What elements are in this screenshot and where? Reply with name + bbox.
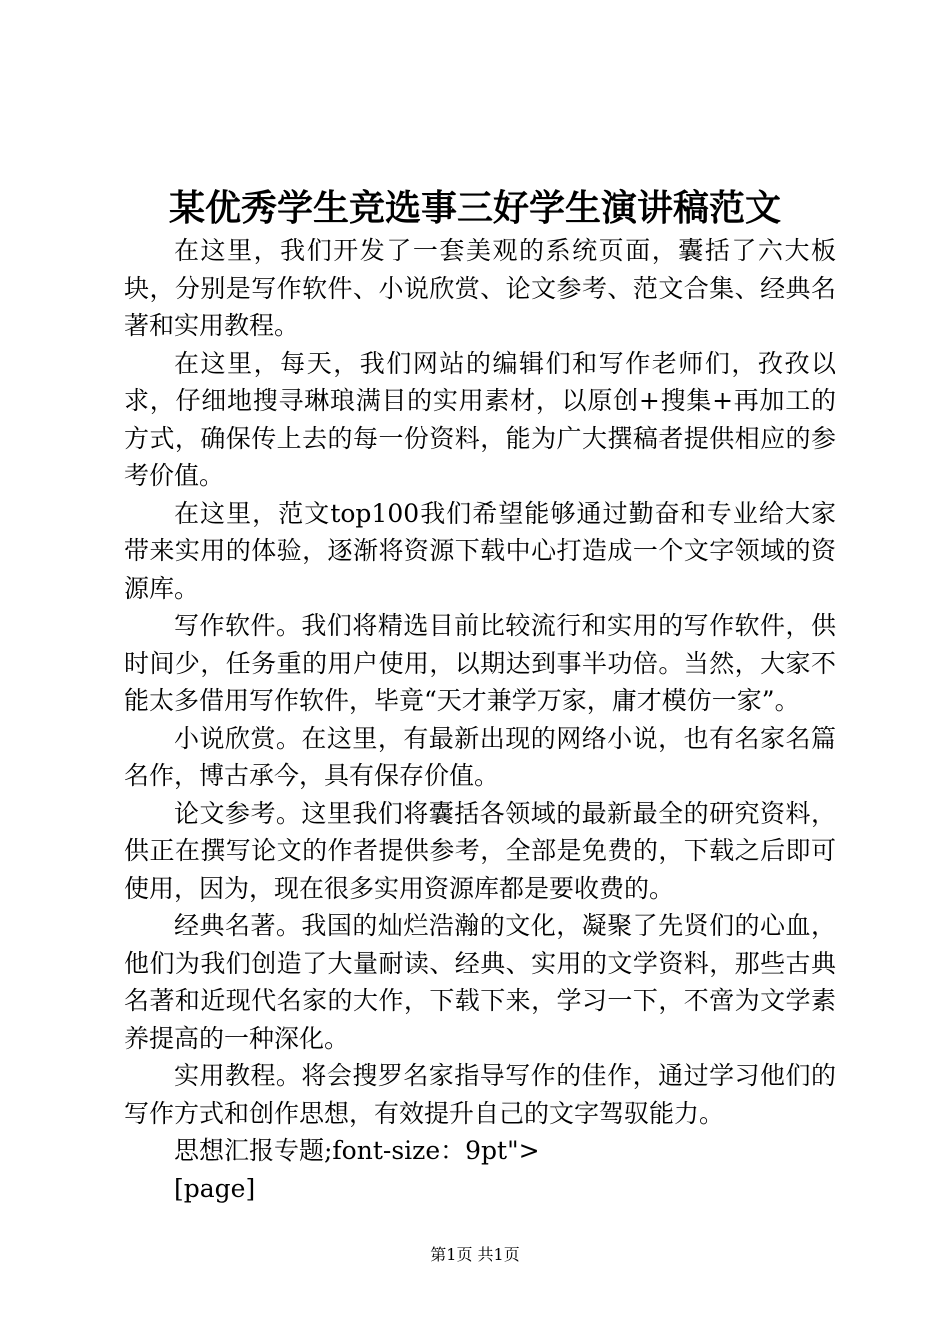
document-body xyxy=(124,232,836,1207)
paragraph-novels: 小说欣赏。在这里，有最新出现的网络小说，也有名家名篇名作，博古承今，具有保存价值。 xyxy=(124,723,836,790)
paragraph-tutorials: 实用教程。将会搜罗名家指导写作的佳作，通过学习他们的写作方式和创作思想，有效提升自己的文字驾驭能力。 xyxy=(124,1061,836,1128)
document-title: 某优秀学生竞选事三好学生演讲稿范文 xyxy=(168,187,781,229)
paragraph-top100: 在这里，范文top100我们希望能够通过勤奋和专业给大家带来实用的体验，逐渐将资源下载中心打造成一个文字领域的资源库。 xyxy=(124,498,836,603)
paragraph-papers: 论文参考。这里我们将囊括各领域的最新最全的研究资料，供正在撰写论文的作者提供参考，全部是免费的，下载之后即可使用，因为，现在很多实用资源库都是要收费的。 xyxy=(124,798,836,903)
paragraph-page-marker: [page] xyxy=(174,1173,256,1203)
paragraph-writing-software: 写作软件。我们将精选目前比较流行和实用的写作软件，供时间少，任务重的用户使用，以期达到事半功倍。当然，大家不能太多借用写作软件，毕竟“天才兼学万家，庸才模仿一家”。 xyxy=(124,611,836,715)
paragraph-classics: 经典名著。我国的灿烂浩瀚的文化，凝聚了先贤们的心血，他们为我们创造了大量耐读、经典、实用的文学资料，那些古典名著和近现代名家的大作，下载下来，学习一下，不啻为文学素养提高的一种深化。 xyxy=(124,911,836,1053)
paragraph-daily: 在这里，每天，我们网站的编辑们和写作老师们，孜孜以求，仔细地搜寻琳琅满目的实用素材，以原创+搜集+再加工的方式，确保传上去的每一份资料，能为广大撰稿者提供相应的参考价值。 xyxy=(124,348,836,490)
paragraph-intro: 在这里，我们开发了一套美观的系统页面，囊括了六大板块，分别是写作软件、小说欣赏、论文参考、范文合集、经典名著和实用教程。 xyxy=(124,236,836,340)
page-footer: 第1页 共1页 xyxy=(430,1245,520,1264)
paragraph-topic-line: 思想汇报专题;font-size：9pt"> xyxy=(174,1136,540,1165)
